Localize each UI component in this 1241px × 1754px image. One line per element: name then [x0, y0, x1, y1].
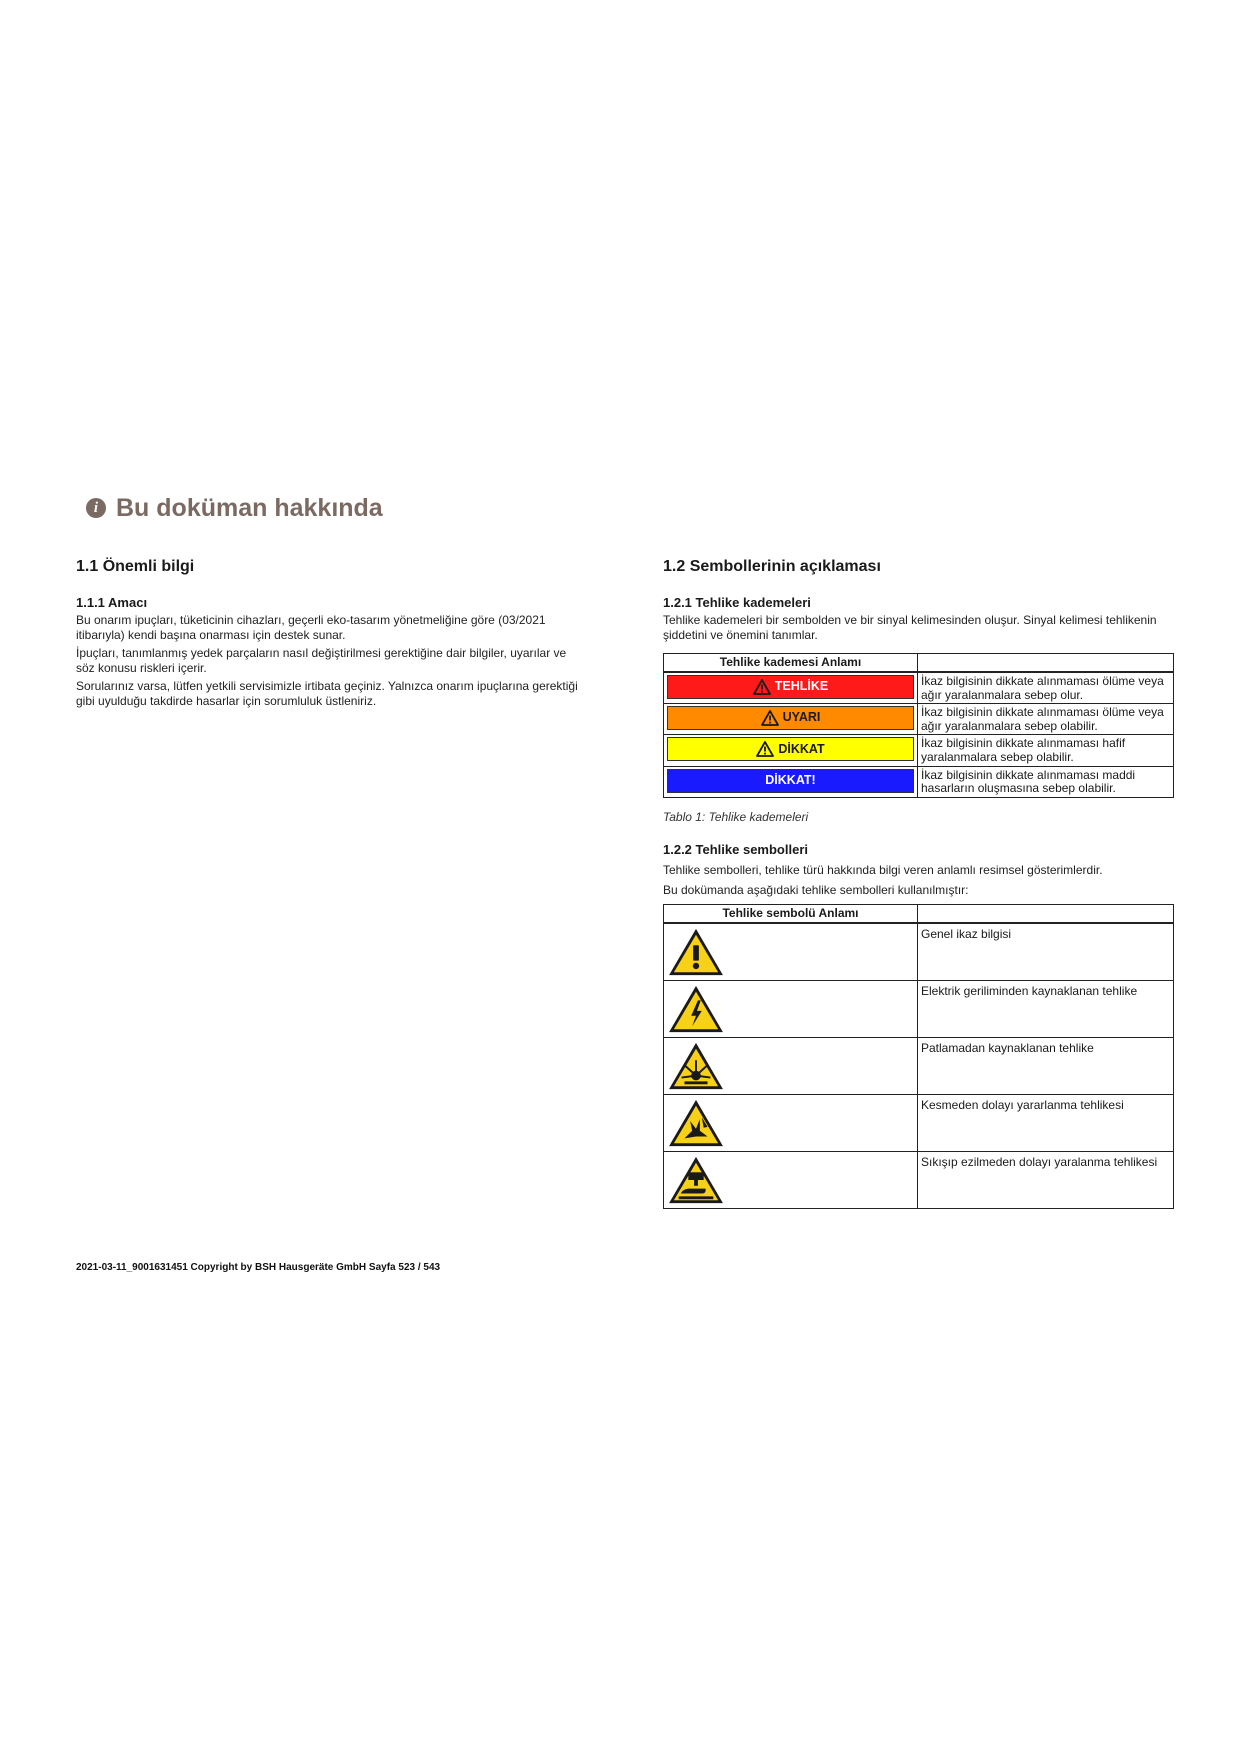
signal-word-badge	[667, 737, 914, 761]
danger-symbol-row	[664, 1038, 1174, 1095]
danger-level-row	[664, 704, 1174, 735]
purpose-paragraph-1: Bu onarım ipuçları, tüketicinin cihazları, geçerli eko-tasarım yönetmeliğine göre (03/2021 itibarıyla) kendi başına onarması için destek sunar.	[76, 613, 546, 642]
cutting-hazard-icon	[666, 1098, 915, 1148]
danger-symbol-row	[664, 1152, 1174, 1209]
danger-symbol-meaning: Genel ikaz bilgisi	[918, 923, 1174, 981]
signal-word-badge	[667, 675, 914, 699]
danger-symbol-row	[664, 981, 1174, 1038]
warning-triangle-icon	[756, 741, 774, 757]
danger-symbol-meaning: Elektrik geriliminden kaynaklanan tehlike	[918, 981, 1174, 1038]
danger-level-meaning: İkaz bilgisinin dikkate alınmaması hafif yaralanmalara sebep olabilir.	[918, 735, 1174, 766]
danger-level-meaning: İkaz bilgisinin dikkate alınmaması ölüme veya ağır yaralanmalara sebep olur.	[918, 672, 1174, 704]
symbol-cell	[664, 1038, 918, 1095]
danger-symbols-header: Tehlike sembolü Anlamı	[664, 905, 918, 924]
sub-heading-danger-symbols: 1.2.2 Tehlike sembolleri	[663, 842, 808, 857]
warning-triangle-icon	[761, 710, 779, 726]
general-warning-icon	[666, 927, 915, 977]
signal-word-label: TEHLİKE	[774, 679, 829, 694]
danger-symbol-row	[664, 923, 1174, 981]
symbol-cell	[664, 981, 918, 1038]
symbol-cell	[664, 1095, 918, 1152]
danger-symbols-intro-1: Tehlike sembolleri, tehlike türü hakkında bilgi veren anlamlı resimsel gösterimlerdir.	[663, 863, 1103, 877]
purpose-paragraph-3: Sorularınız varsa, lütfen yetkili servisimizle irtibata geçiniz. Yalnızca onarım ipuçlarına gerektiği gibi uyulduğu takdirde hasarlar için sorumluluk üstleniriz.	[76, 679, 578, 708]
danger-levels-header: Tehlike kademesi Anlamı	[664, 654, 918, 673]
signal-word-label: UYARI	[782, 710, 821, 725]
signal-word-badge	[667, 706, 914, 730]
explosion-icon	[666, 1041, 915, 1091]
signal-cell	[664, 766, 918, 797]
header-empty-cell	[918, 905, 1174, 924]
signal-cell	[664, 704, 918, 735]
danger-symbol-meaning: Patlamadan kaynaklanan tehlike	[918, 1038, 1174, 1095]
page-title	[86, 491, 383, 525]
danger-level-row	[664, 766, 1174, 797]
header-empty-cell	[918, 654, 1174, 673]
table-header-row	[664, 905, 1174, 924]
purpose-paragraph-2: İpuçları, tanımlanmış yedek parçaların nasıl değiştirilmesi gerektiğine dair bilgiler, uyarılar ve söz konusu riskleri içerir.	[76, 646, 567, 675]
signal-word-label: DİKKAT	[778, 741, 825, 756]
sub-heading-purpose: 1.1.1 Amacı	[76, 595, 148, 610]
warning-triangle-icon	[753, 679, 771, 695]
danger-symbol-row	[664, 1095, 1174, 1152]
page-footer: 2021-03-11_9001631451 Copyright by BSH Hausgeräte GmbH Sayfa 523 / 543	[76, 1262, 441, 1273]
section-heading-important-info: 1.1 Önemli bilgi	[76, 558, 195, 575]
danger-symbol-meaning: Kesmeden dolayı yararlanma tehlikesi	[918, 1095, 1174, 1152]
danger-symbols-table	[663, 904, 1174, 1209]
crushing-hazard-icon	[666, 1155, 915, 1205]
signal-word-badge	[667, 769, 914, 793]
symbol-cell	[664, 1152, 918, 1209]
sub-heading-danger-levels: 1.2.1 Tehlike kademeleri	[663, 595, 811, 610]
section-heading-symbols: 1.2 Sembollerinin açıklaması	[663, 558, 881, 575]
info-icon: i	[86, 498, 106, 518]
table-header-row	[664, 654, 1174, 673]
danger-level-row	[664, 672, 1174, 704]
signal-cell	[664, 672, 918, 704]
danger-levels-intro: Tehlike kademeleri bir sembolden ve bir sinyal kelimesinden oluşur. Sinyal kelimesi tehlikenin şiddetini ve önemini tanımlar.	[663, 613, 1157, 642]
signal-cell	[664, 735, 918, 766]
danger-levels-table	[663, 653, 1174, 798]
danger-level-meaning: İkaz bilgisinin dikkate alınmaması maddi hasarların oluşmasına sebep olabilir.	[918, 766, 1174, 797]
table-caption: Tablo 1: Tehlike kademeleri	[663, 810, 809, 824]
page-title-text: Bu doküman hakkında	[116, 494, 383, 522]
danger-symbols-intro-2: Bu dokümanda aşağıdaki tehlike sembolleri kullanılmıştır:	[663, 883, 969, 897]
danger-level-row	[664, 735, 1174, 766]
symbol-cell	[664, 923, 918, 981]
electric-shock-icon	[666, 984, 915, 1034]
danger-symbol-meaning: Sıkışıp ezilmeden dolayı yaralanma tehlikesi	[918, 1152, 1174, 1209]
danger-level-meaning: İkaz bilgisinin dikkate alınmaması ölüme veya ağır yaralanmalara sebep olabilir.	[918, 704, 1174, 735]
signal-word-label: DİKKAT!	[765, 772, 816, 787]
